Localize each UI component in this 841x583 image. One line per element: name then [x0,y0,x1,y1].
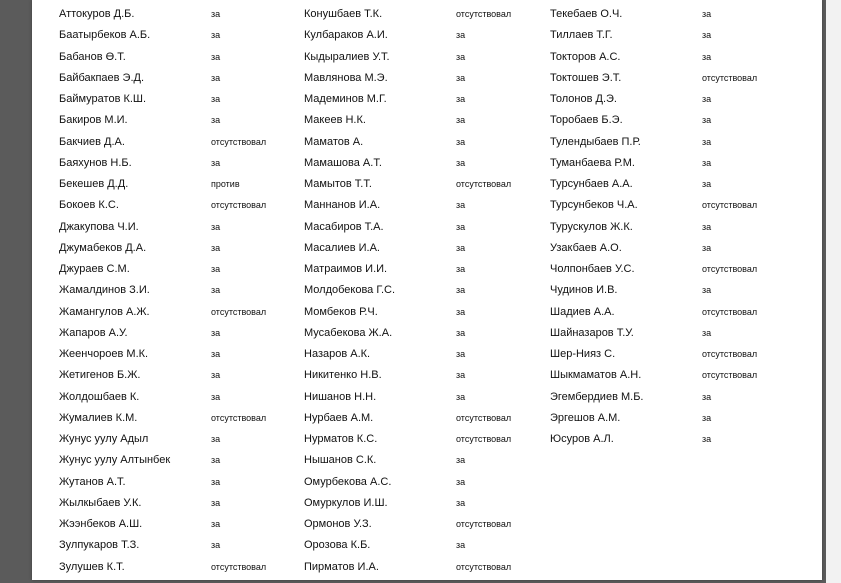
vote-result: за [456,115,466,126]
deputy-name: Тулендыбаев П.Р. [550,135,641,148]
vote-result: за [211,370,221,381]
vote-result: за [211,51,221,62]
vote-result: отсутствовал [456,561,512,572]
vote-result: за [456,391,466,402]
deputy-name: Нишанов Н.Н. [304,390,377,403]
deputy-name: Аттокуров Д.Б. [59,8,135,20]
deputy-name: Турускулов Ж.К. [550,220,633,233]
vote-result: за [211,115,221,126]
deputy-name: Жылкыбаев У.К. [59,496,142,509]
deputy-name: Жапаров А.У. [59,326,128,339]
deputy-name: Никитенко Н.В. [304,369,382,382]
deputy-name: Тиллаев Т.Г. [550,29,613,42]
vote-result: за [702,115,712,126]
vote-result: за [456,497,466,508]
document-page [32,0,822,580]
vote-result: против [211,179,240,189]
viewer-scrollbar-track[interactable] [826,0,841,583]
deputy-name: Шайназаров Т.У. [550,326,634,339]
vote-result: за [211,72,221,83]
vote-result: за [211,540,221,551]
vote-result: за [211,391,221,402]
deputy-name: Мамытов Т.Т. [304,178,372,190]
vote-result: за [211,242,221,253]
vote-result: за [456,264,466,274]
vote-result: за [702,221,712,232]
deputy-name: Жетигенов Б.Ж. [59,369,141,382]
vote-result: за [702,242,712,253]
vote-result: за [211,285,221,296]
deputy-name: Масабиров Т.А. [304,220,384,233]
deputy-name: Туманбаева Р.М. [550,156,635,169]
vote-result: за [211,94,221,104]
deputy-name: Шер-Нияз С. [550,348,616,360]
vote-result: за [211,455,221,466]
deputy-name: Шадиев А.А. [550,305,615,318]
deputy-name: Толонов Д.Э. [550,93,617,105]
deputy-name: Жеенчороев М.К. [59,348,149,360]
deputy-name: Юсуров А.Л. [550,433,614,445]
vote-result: за [211,9,221,19]
vote-result: за [702,136,712,147]
deputy-name: Бокоев К.С. [59,199,119,212]
vote-result: за [456,136,466,147]
deputy-name: Жамангулов А.Ж. [59,305,150,318]
deputy-name: Турсунбаев А.А. [550,178,633,190]
vote-result: отсутствовал [702,306,758,317]
deputy-name: Чудинов И.В. [550,284,618,297]
vote-result: отсутствовал [456,434,512,444]
vote-result: за [211,157,221,168]
deputy-name: Байбакпаев Э.Д. [59,71,145,84]
deputy-name: Ормонов У.З. [304,518,372,530]
deputy-name: Макеев Н.К. [304,114,366,127]
vote-result: отсутствовал [211,561,267,572]
vote-result: за [702,51,712,62]
deputy-name: Бакиров М.И. [59,114,128,127]
vote-result: отсутствовал [456,179,512,189]
vote-result: за [456,30,466,41]
vote-result: за [456,72,466,83]
vote-result: отсутствовал [702,349,758,359]
deputy-name: Джураев С.М. [59,263,130,275]
vote-result: за [456,51,466,62]
deputy-name: Омурбекова А.С. [304,475,392,488]
deputy-name: Токторов А.С. [550,50,621,63]
vote-result: за [702,179,712,189]
vote-result: за [211,519,221,529]
vote-result: отсутствовал [456,9,512,19]
vote-result: отсутствовал [211,412,267,423]
vote-result: за [702,391,712,402]
vote-result: за [702,157,712,168]
deputy-name: Орозова К.Б. [304,539,371,552]
deputy-name: Маматов А. [304,135,364,148]
vote-result: отсутствовал [702,370,758,381]
deputy-name: Бекешев Д.Д. [59,178,129,190]
vote-result: за [702,285,712,296]
deputy-name: Зулпукаров Т.З. [59,539,140,552]
deputy-name: Чолпонбаев У.С. [550,263,635,275]
vote-result: за [456,94,466,104]
deputy-name: Жумалиев К.М. [59,411,138,424]
vote-result: за [702,9,712,19]
deputy-name: Токтошев Э.Т. [550,71,622,84]
vote-result: за [456,349,466,359]
deputy-name: Жунус уулу Алтынбек [59,454,171,467]
vote-result: отсутствовал [211,306,267,317]
vote-result: за [456,200,466,211]
deputy-name: Конушбаев Т.К. [304,8,383,20]
vote-result: за [211,349,221,359]
deputy-name: Мусабекова Ж.А. [304,326,393,339]
deputy-name: Бабанов Ө.Т. [59,50,126,63]
deputy-name: Назаров А.К. [304,348,371,360]
vote-result: за [211,476,221,487]
vote-result: за [211,434,221,444]
deputy-name: Жунус уулу Адыл [59,433,149,445]
deputy-name: Мадеминов М.Г. [304,93,387,105]
vote-result: отсутствовал [211,136,267,147]
vote-result: за [702,30,712,41]
vote-result: за [456,327,466,338]
vote-result: за [456,370,466,381]
vote-result: за [456,540,466,551]
deputy-name: Пирматов И.А. [304,560,379,573]
deputy-name: Мавлянова М.Э. [304,71,388,84]
vote-result: отсутствовал [702,200,758,211]
deputy-name: Баатырбеков А.Б. [59,29,151,42]
deputy-name: Эгембердиев М.Б. [550,390,644,403]
deputy-name: Кыдыралиев У.Т. [304,50,390,63]
deputy-name: Текебаев О.Ч. [550,8,623,20]
deputy-name: Узакбаев А.О. [550,241,622,254]
deputy-name: Эргешов А.М. [550,411,621,424]
vote-result: отсутствовал [702,264,758,274]
deputy-name: Масалиев И.А. [304,241,380,254]
vote-result: за [211,30,221,41]
vote-result: за [456,157,466,168]
deputy-name: Турсунбеков Ч.А. [550,199,638,212]
vote-result: за [456,306,466,317]
vote-result: отсутствовал [456,412,512,423]
deputy-name: Омуркулов И.Ш. [304,496,388,509]
vote-result: за [456,476,466,487]
deputy-name: Зулушев К.Т. [59,560,125,573]
deputy-name: Жолдошбаев К. [59,390,140,403]
deputy-name: Момбеков Р.Ч. [304,305,378,318]
vote-result: за [211,221,221,232]
vote-result: за [456,242,466,253]
deputy-name: Жамалдинов З.И. [59,284,150,297]
vote-result: за [702,327,712,338]
vote-result: за [456,455,466,466]
deputy-name: Нурбаев А.М. [304,411,374,424]
deputy-name: Бакчиев Д.А. [59,135,125,148]
deputy-name: Торобаев Б.Э. [550,114,623,127]
vote-result: за [702,434,712,444]
vote-result: за [456,285,466,296]
deputy-name: Баймуратов К.Ш. [59,93,147,105]
vote-result: отсутствовал [211,200,267,211]
deputy-name: Жээнбеков А.Ш. [59,518,143,530]
vote-result: за [702,412,712,423]
deputy-name: Нышанов С.К. [304,454,377,467]
vote-result: за [211,327,221,338]
vote-result: за [456,221,466,232]
deputy-name: Баяхунов Н.Б. [59,156,132,169]
deputy-name: Шыкмаматов А.Н. [550,369,642,382]
vote-result: за [702,94,712,104]
deputy-name: Матраимов И.И. [304,263,388,275]
deputy-name: Нурматов К.С. [304,433,378,445]
deputy-name: Молдобекова Г.С. [304,284,396,297]
deputy-name: Кулбараков А.И. [304,29,388,42]
deputy-name: Жутанов А.Т. [59,475,126,488]
deputy-name: Мамашова А.Т. [304,156,382,169]
deputy-name: Маннанов И.А. [304,199,381,212]
vote-result: отсутствовал [456,519,512,529]
vote-result: за [211,264,221,274]
deputy-name: Джакупова Ч.И. [59,220,139,233]
vote-result: за [211,497,221,508]
vote-result: отсутствовал [702,72,758,83]
deputy-name: Джумабеков Д.А. [59,241,147,254]
